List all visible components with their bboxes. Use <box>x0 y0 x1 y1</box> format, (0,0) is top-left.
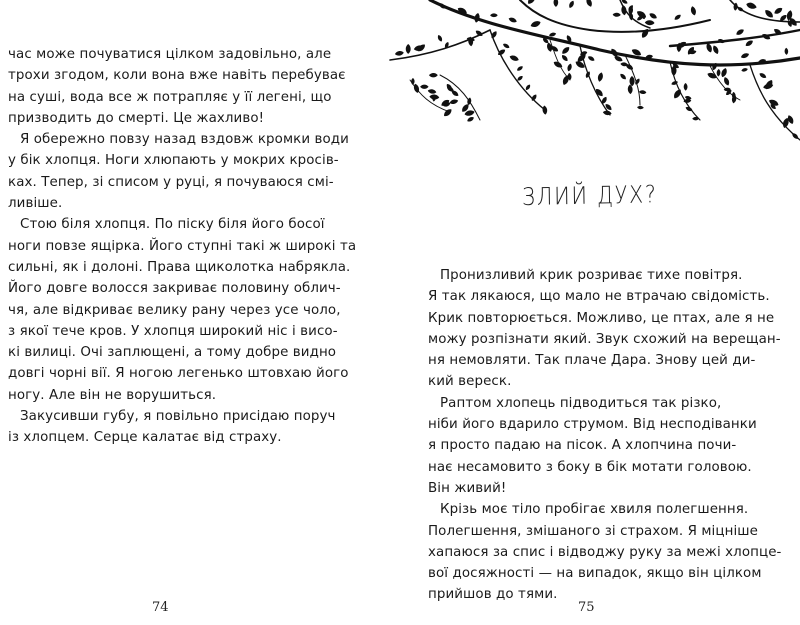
text-line: Крик повторюється. Можливо, це птах, але я не <box>428 310 775 326</box>
text-line: кий вереск. <box>428 374 512 390</box>
right-page-number: 75 <box>578 600 595 615</box>
text-line: ливіше. <box>8 196 63 212</box>
text-line: чя, але відкриває велику рану через усе чоло, <box>8 302 341 318</box>
tree-branches-illustration <box>370 0 800 160</box>
left-page <box>0 0 390 625</box>
text-line: ніби його вдарило струмом. Від несподіванки <box>428 417 757 433</box>
text-line: Його довге волосся закриває половину облич- <box>8 281 341 297</box>
chapter-title: ЗЛИЙ ДУХ? <box>521 180 658 211</box>
text-line: ноги повзе ящірка. Його ступні такі ж широкі та <box>8 238 357 254</box>
text-line: нає несамовито з боку в бік мотати головою. <box>428 459 752 475</box>
text-line: Я обережно повзу назад вздовж кромки води <box>20 132 349 148</box>
right-page <box>390 0 800 625</box>
left-page-body <box>8 44 357 449</box>
text-line: Пронизливий крик розриває тихе повітря. <box>440 268 743 283</box>
text-line: із хлопцем. Серце калатає від страху. <box>8 430 282 446</box>
text-line: ках. Тепер, зі списом у руці, я почуваюся смі- <box>8 174 334 190</box>
text-line: Полегшення, змішаного зі страхом. Я міцніше <box>428 523 758 539</box>
text-line: Стою біля хлопця. По піску біля його босої <box>20 217 325 233</box>
text-line: ня немовляти. Так плаче Дара. Знову цей ди- <box>428 353 756 369</box>
text-line: у бік хлопця. Ноги хлюпають у мокрих кросів- <box>8 153 339 169</box>
text-line: Закусивши губу, я повільно присідаю поруч <box>20 409 336 425</box>
text-line: з якої тече кров. У хлопця широкий ніс і висо- <box>8 323 338 339</box>
right-page-body <box>428 265 782 606</box>
left-page-number: 74 <box>152 600 169 615</box>
text-line: кі вилиці. Очі заплющені, а тому добре видно <box>8 345 337 361</box>
text-line: Я так лякаюся, що мало не втрачаю свідомість. <box>428 289 770 305</box>
text-line: можу розпізнати який. Звук схожий на верещан- <box>428 331 781 347</box>
text-line: я просто падаю на пісок. А хлопчина почи- <box>428 438 737 454</box>
text-line: хапаюся за спис і відводжу руку за межі хлопце- <box>428 544 782 560</box>
text-line: прийшов до тями. <box>428 587 558 603</box>
text-line: сильні, як і долоні. Права щиколотка набрякла. <box>8 259 351 275</box>
text-line: час може почуватися цілком задовільно, але <box>8 47 332 62</box>
text-line: трохи згодом, коли вона вже навіть перебуває <box>8 68 346 84</box>
text-line: призводить до смерті. Це жахливо! <box>8 110 265 126</box>
text-line: ногу. Але він не ворушиться. <box>8 387 217 403</box>
text-line: вої досяжності — на випадок, якщо він цілком <box>428 566 762 582</box>
text-line: на суші, вода все ж потрапляє у її легені, що <box>8 89 332 105</box>
text-line: Він живий! <box>428 480 507 496</box>
text-line: довгі чорні вії. Я ногою легенько штовхаю його <box>8 366 349 382</box>
text-line: Крізь моє тіло пробігає хвиля полегшення. <box>440 502 749 518</box>
text-line: Раптом хлопець підводиться так різко, <box>440 395 722 411</box>
